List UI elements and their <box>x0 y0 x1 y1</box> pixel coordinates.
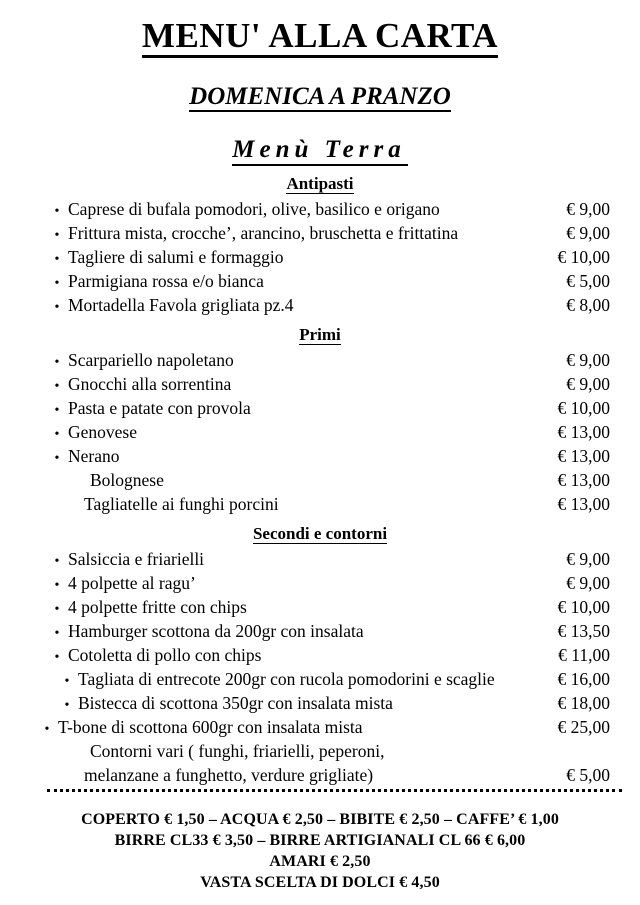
menu-item-name: 4 polpette al ragu’ <box>68 573 196 593</box>
menu-item-price: € 18,00 <box>557 693 610 713</box>
footer-line: COPERTO € 1,50 – ACQUA € 2,50 – BIBITE € 2,50 – CAFFE’ € 1,00 <box>81 811 559 828</box>
menu-item-row <box>0 468 640 492</box>
bullet-icon: • <box>54 403 60 418</box>
footer-line: VASTA SCELTA DI DOLCI € 4,50 <box>200 874 440 891</box>
menu-item-row <box>0 763 640 787</box>
menu-item-name: Genovese <box>68 422 138 442</box>
menu-item-price: € 13,00 <box>557 470 610 490</box>
menu-item-row <box>0 293 640 317</box>
menu-item-name: Contorni vari ( funghi, friarielli, peperoni, <box>90 741 385 761</box>
bullet-icon: • <box>54 228 60 243</box>
menu-item-row <box>0 420 640 444</box>
menu-item-row <box>0 667 640 691</box>
menu-item-row <box>0 396 640 420</box>
menu-item-name: Cotoletta di pollo con chips <box>68 645 262 665</box>
menu-item-row <box>0 372 640 396</box>
menu-item-name: T-bone di scottona 600gr con insalata mista <box>58 717 363 737</box>
footer-lines <box>0 809 640 893</box>
menu-item-row <box>0 348 640 372</box>
bullet-icon: • <box>54 451 60 466</box>
bullet-icon: • <box>54 554 60 569</box>
menu-item-name: Bistecca di scottona 350gr con insalata mista <box>78 693 393 713</box>
menu-item-row <box>0 547 640 571</box>
menu-item-list <box>0 348 640 516</box>
menu-kind-title-text: Menù Terra <box>232 137 407 166</box>
menu-item-price: € 9,00 <box>566 374 610 394</box>
menu-item-price: € 9,00 <box>566 350 610 370</box>
menu-item-price: € 9,00 <box>566 573 610 593</box>
menu-item-row <box>0 269 640 293</box>
menu-item-row <box>0 444 640 468</box>
bullet-icon: • <box>54 602 60 617</box>
menu-item-row <box>0 643 640 667</box>
page-title <box>0 0 640 58</box>
bullet-icon: • <box>54 578 60 593</box>
menu-item-name: Bolognese <box>90 470 164 490</box>
bullet-icon: • <box>54 379 60 394</box>
menu-item-name: 4 polpette fritte con chips <box>68 597 247 617</box>
section-heading-text: Antipasti <box>286 174 354 193</box>
menu-item-price: € 5,00 <box>566 765 610 785</box>
menu-item-name: Gnocchi alla sorrentina <box>68 374 232 394</box>
bullet-icon: • <box>64 698 70 713</box>
bullet-icon: • <box>54 626 60 641</box>
menu-item-row <box>0 197 640 221</box>
menu-item-name: Tagliata di entrecote 200gr con rucola pomodorini e scaglie <box>78 669 495 689</box>
menu-item-price: € 13,50 <box>557 621 610 641</box>
menu-footer <box>0 792 640 893</box>
menu-item-row <box>0 571 640 595</box>
menu-item-price: € 10,00 <box>557 597 610 617</box>
menu-subtitle <box>0 58 640 112</box>
menu-item-price: € 13,00 <box>557 494 610 514</box>
menu-item-row <box>0 739 640 763</box>
footer-line: AMARI € 2,50 <box>269 853 371 870</box>
bullet-icon: • <box>54 355 60 370</box>
footer-line: BIRRE CL33 € 3,50 – BIRRE ARTIGIANALI CL 66 € 6,00 <box>114 832 526 849</box>
page-title-text: MENU' ALLA CARTA <box>142 18 498 58</box>
menu-item-name: Pasta e patate con provola <box>68 398 251 418</box>
menu-sections <box>0 166 640 787</box>
bullet-icon: • <box>44 722 50 737</box>
section-heading <box>0 317 640 348</box>
bullet-icon: • <box>54 204 60 219</box>
menu-item-price: € 13,00 <box>557 446 610 466</box>
menu-item-list <box>0 197 640 317</box>
menu-item-row <box>0 492 640 516</box>
menu-item-list <box>0 547 640 787</box>
menu-item-row <box>0 245 640 269</box>
menu-item-price: € 8,00 <box>566 295 610 315</box>
menu-item-name: Scarpariello napoletano <box>68 350 234 370</box>
menu-item-price: € 10,00 <box>557 247 610 267</box>
menu-item-name: melanzane a funghetto, verdure grigliate) <box>84 765 374 785</box>
menu-item-row <box>0 221 640 245</box>
menu-item-name: Hamburger scottona da 200gr con insalata <box>68 621 364 641</box>
menu-item-row <box>0 619 640 643</box>
menu-item-price: € 13,00 <box>557 422 610 442</box>
bullet-icon: • <box>54 427 60 442</box>
menu-item-price: € 9,00 <box>566 223 610 243</box>
menu-item-row <box>0 595 640 619</box>
menu-item-name: Parmigiana rossa e/o bianca <box>68 271 264 291</box>
section-heading-text: Secondi e contorni <box>252 524 388 543</box>
menu-item-price: € 10,00 <box>557 398 610 418</box>
menu-item-row <box>0 691 640 715</box>
menu-item-name: Tagliatelle ai funghi porcini <box>84 494 279 514</box>
bullet-icon: • <box>54 650 60 665</box>
menu-subtitle-text: DOMENICA A PRANZO <box>189 83 451 110</box>
menu-item-name: Salsiccia e friarielli <box>68 549 205 569</box>
menu-item-name: Mortadella Favola grigliata pz.4 <box>68 295 294 315</box>
menu-item-name: Tagliere di salumi e formaggio <box>68 247 284 267</box>
bullet-icon: • <box>64 674 70 689</box>
menu-item-price: € 9,00 <box>566 199 610 219</box>
menu-item-name: Frittura mista, crocche’, arancino, bruschetta e frittatina <box>68 223 459 243</box>
menu-item-price: € 9,00 <box>566 549 610 569</box>
menu-item-price: € 25,00 <box>557 717 610 737</box>
menu-item-price: € 16,00 <box>557 669 610 689</box>
bullet-icon: • <box>54 300 60 315</box>
menu-kind-title <box>0 112 640 166</box>
menu-item-name: Caprese di bufala pomodori, olive, basilico e origano <box>68 199 440 219</box>
menu-item-name: Nerano <box>68 446 120 466</box>
section-heading <box>0 516 640 547</box>
bullet-icon: • <box>54 276 60 291</box>
section-heading-text: Primi <box>299 325 341 344</box>
menu-item-price: € 11,00 <box>558 645 610 665</box>
section-heading <box>0 166 640 197</box>
menu-item-row <box>0 715 640 739</box>
menu-item-price: € 5,00 <box>566 271 610 291</box>
bullet-icon: • <box>54 252 60 267</box>
